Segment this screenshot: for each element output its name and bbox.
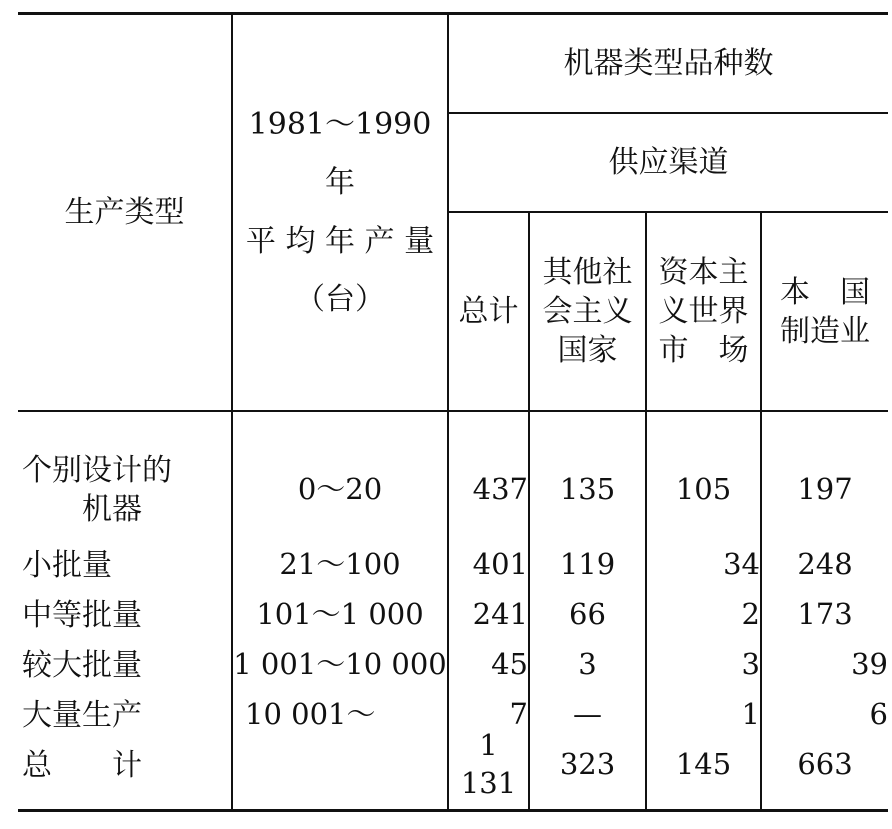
row-2-total: 401 <box>472 547 528 582</box>
row-2-domestic: 248 <box>797 547 853 582</box>
header-other-socialist: 其他社 会主义 国家 <box>542 255 633 368</box>
row-total-type: 总 计 <box>22 747 142 783</box>
row-2-output: 21～100 <box>279 547 401 582</box>
header-capitalist-market: 资本主 义世界 市 场 <box>658 255 749 368</box>
row-5-domestic: 6 <box>869 697 888 732</box>
row-1-type: 个别设计的 机器 <box>22 453 172 527</box>
row-1-capitalist: 105 <box>675 472 732 507</box>
row-5-output: 10 001～ <box>245 697 376 732</box>
header-average-output: 1981～1990 年 平 均 年 产 量 （台） <box>245 106 435 317</box>
row-total-capitalist: 145 <box>675 747 732 782</box>
row-3-output: 101～1 000 <box>256 597 424 632</box>
row-1-total: 437 <box>472 472 528 507</box>
header-production-type: 生产类型 <box>64 195 185 230</box>
row-total-total: 1 131 <box>460 728 517 800</box>
row-3-total: 241 <box>472 597 528 632</box>
row-total-other-socialist: 323 <box>559 747 616 782</box>
row-3-capitalist: 2 <box>741 597 760 632</box>
row-3-other-socialist: 66 <box>569 597 606 632</box>
row-1-output: 0～20 <box>297 472 383 507</box>
row-5-other-socialist: — <box>573 697 602 732</box>
row-2-capitalist: 34 <box>723 547 760 582</box>
row-5-type: 大量生产 <box>22 697 142 733</box>
row-4-domestic: 39 <box>851 647 888 682</box>
row-4-output: 1 001～10 000 <box>233 647 447 682</box>
row-total-domestic: 663 <box>797 747 853 782</box>
row-4-total: 45 <box>491 647 528 682</box>
row-4-other-socialist: 3 <box>578 647 597 682</box>
header-total: 总计 <box>458 294 519 329</box>
row-1-other-socialist: 135 <box>559 472 616 507</box>
row-4-type: 较大批量 <box>22 647 142 683</box>
bottom-rule <box>18 809 888 812</box>
row-2-other-socialist: 119 <box>559 547 616 582</box>
row-1-domestic: 197 <box>797 472 853 507</box>
row-2-type: 小批量 <box>22 547 112 583</box>
header-domestic: 本 国 制造业 <box>780 274 870 349</box>
header-machine-types: 机器类型品种数 <box>563 46 774 81</box>
row-4-capitalist: 3 <box>741 647 760 682</box>
header-supply-channels: 供应渠道 <box>608 145 729 180</box>
row-5-capitalist: 1 <box>741 697 760 732</box>
header-bottom-rule <box>18 410 888 412</box>
row-3-type: 中等批量 <box>22 597 142 633</box>
row-5-total: 7 <box>509 697 528 732</box>
row-total-output <box>233 740 447 790</box>
row-3-domestic: 173 <box>797 597 853 632</box>
